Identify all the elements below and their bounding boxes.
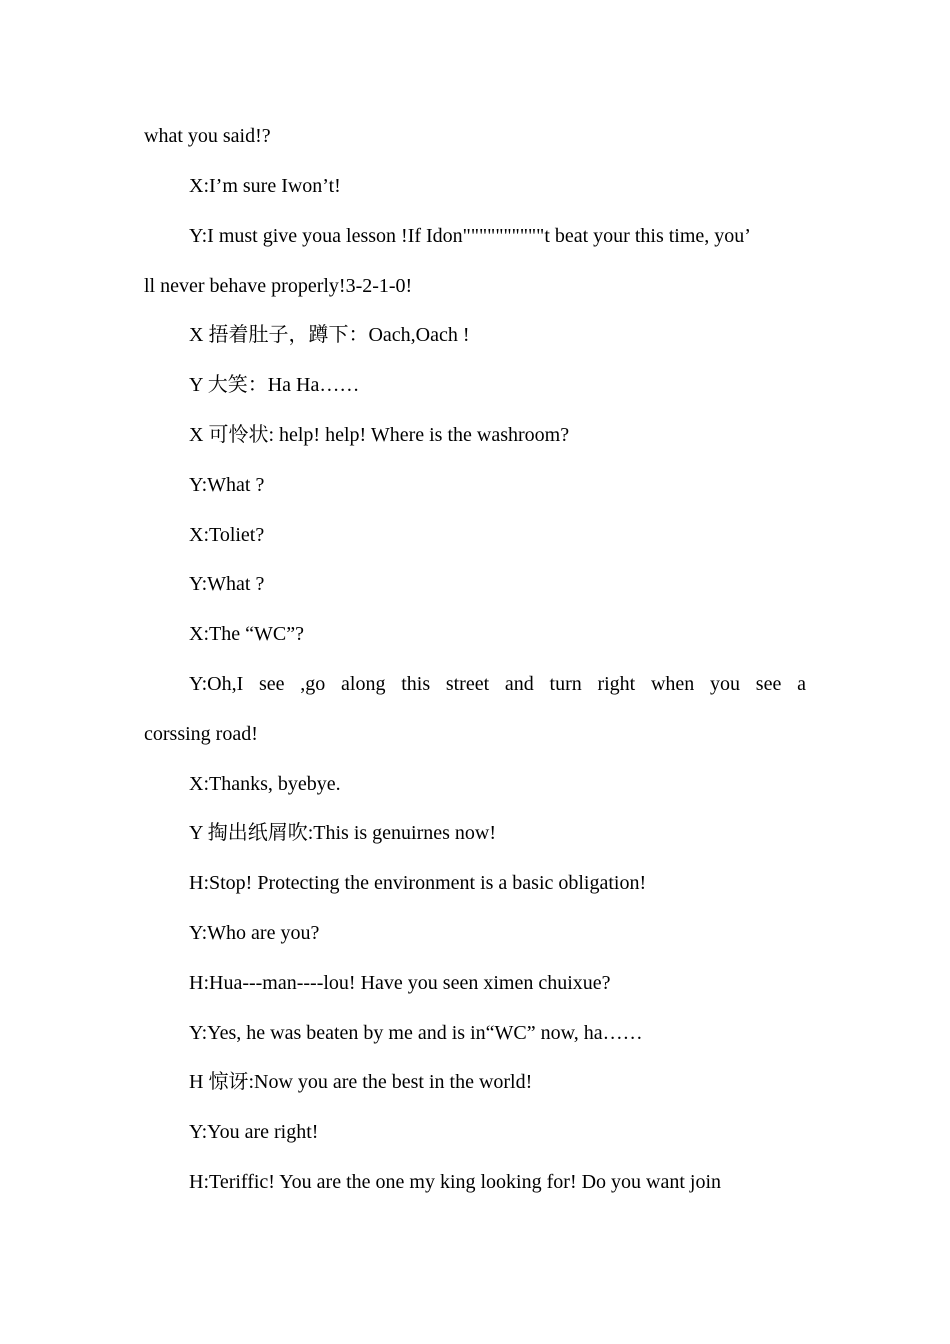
text-line: Y:I must give youa lesson !If Idon""""""""""t beat your this time, you’ [189,225,751,247]
text-line: H:Hua---man----lou! Have you seen ximen chuixue? [189,972,611,994]
text-line: Y:You are right! [189,1121,319,1143]
text-line: X 捂着肚子，蹲下：Oach,Oach ! [189,324,470,346]
word: when [650,673,695,695]
word: you [710,673,741,695]
text-line: Y:What ? [189,474,265,496]
word: see [259,673,285,695]
text-line: Y:Yes, he was beaten by me and is in“WC” now, ha…… [189,1022,643,1044]
word: this [401,673,431,695]
text-line: Y:What ? [189,573,265,595]
text-line: Y 大笑：Ha Ha…… [189,374,360,396]
text-line: X:Thanks, byebye. [189,773,341,795]
text-line: X:The “WC”? [189,623,304,645]
text-line: H 惊讶:Now you are the best in the world! [189,1071,533,1093]
word: and [504,673,534,695]
text-line: what you said!? [144,125,271,147]
word: street [445,673,490,695]
text-line: H:Teriffic! You are the one my king looking for! Do you want join [189,1171,722,1193]
word: right [597,673,636,695]
text-line-justified [189,671,806,697]
text-line: X:I’m sure Iwon’t! [189,175,341,197]
word: along [341,673,386,695]
text-line: corssing road! [144,723,258,745]
text-line: Y:Who are you? [189,922,320,944]
word: Y:Oh,I [189,673,244,695]
text-line: X 可怜状: help! help! Where is the washroom? [189,424,570,446]
word: see [755,673,782,695]
word: turn [549,673,582,695]
text-line: Y 掏出纸屑吹:This is genuirnes now! [189,822,497,844]
word: a [797,673,806,695]
text-line: X:Toliet? [189,524,265,546]
word: ,go [300,673,326,695]
text-line: H:Stop! Protecting the environment is a basic obligation! [189,872,647,894]
text-line: ll never behave properly!3-2-1-0! [144,275,413,297]
